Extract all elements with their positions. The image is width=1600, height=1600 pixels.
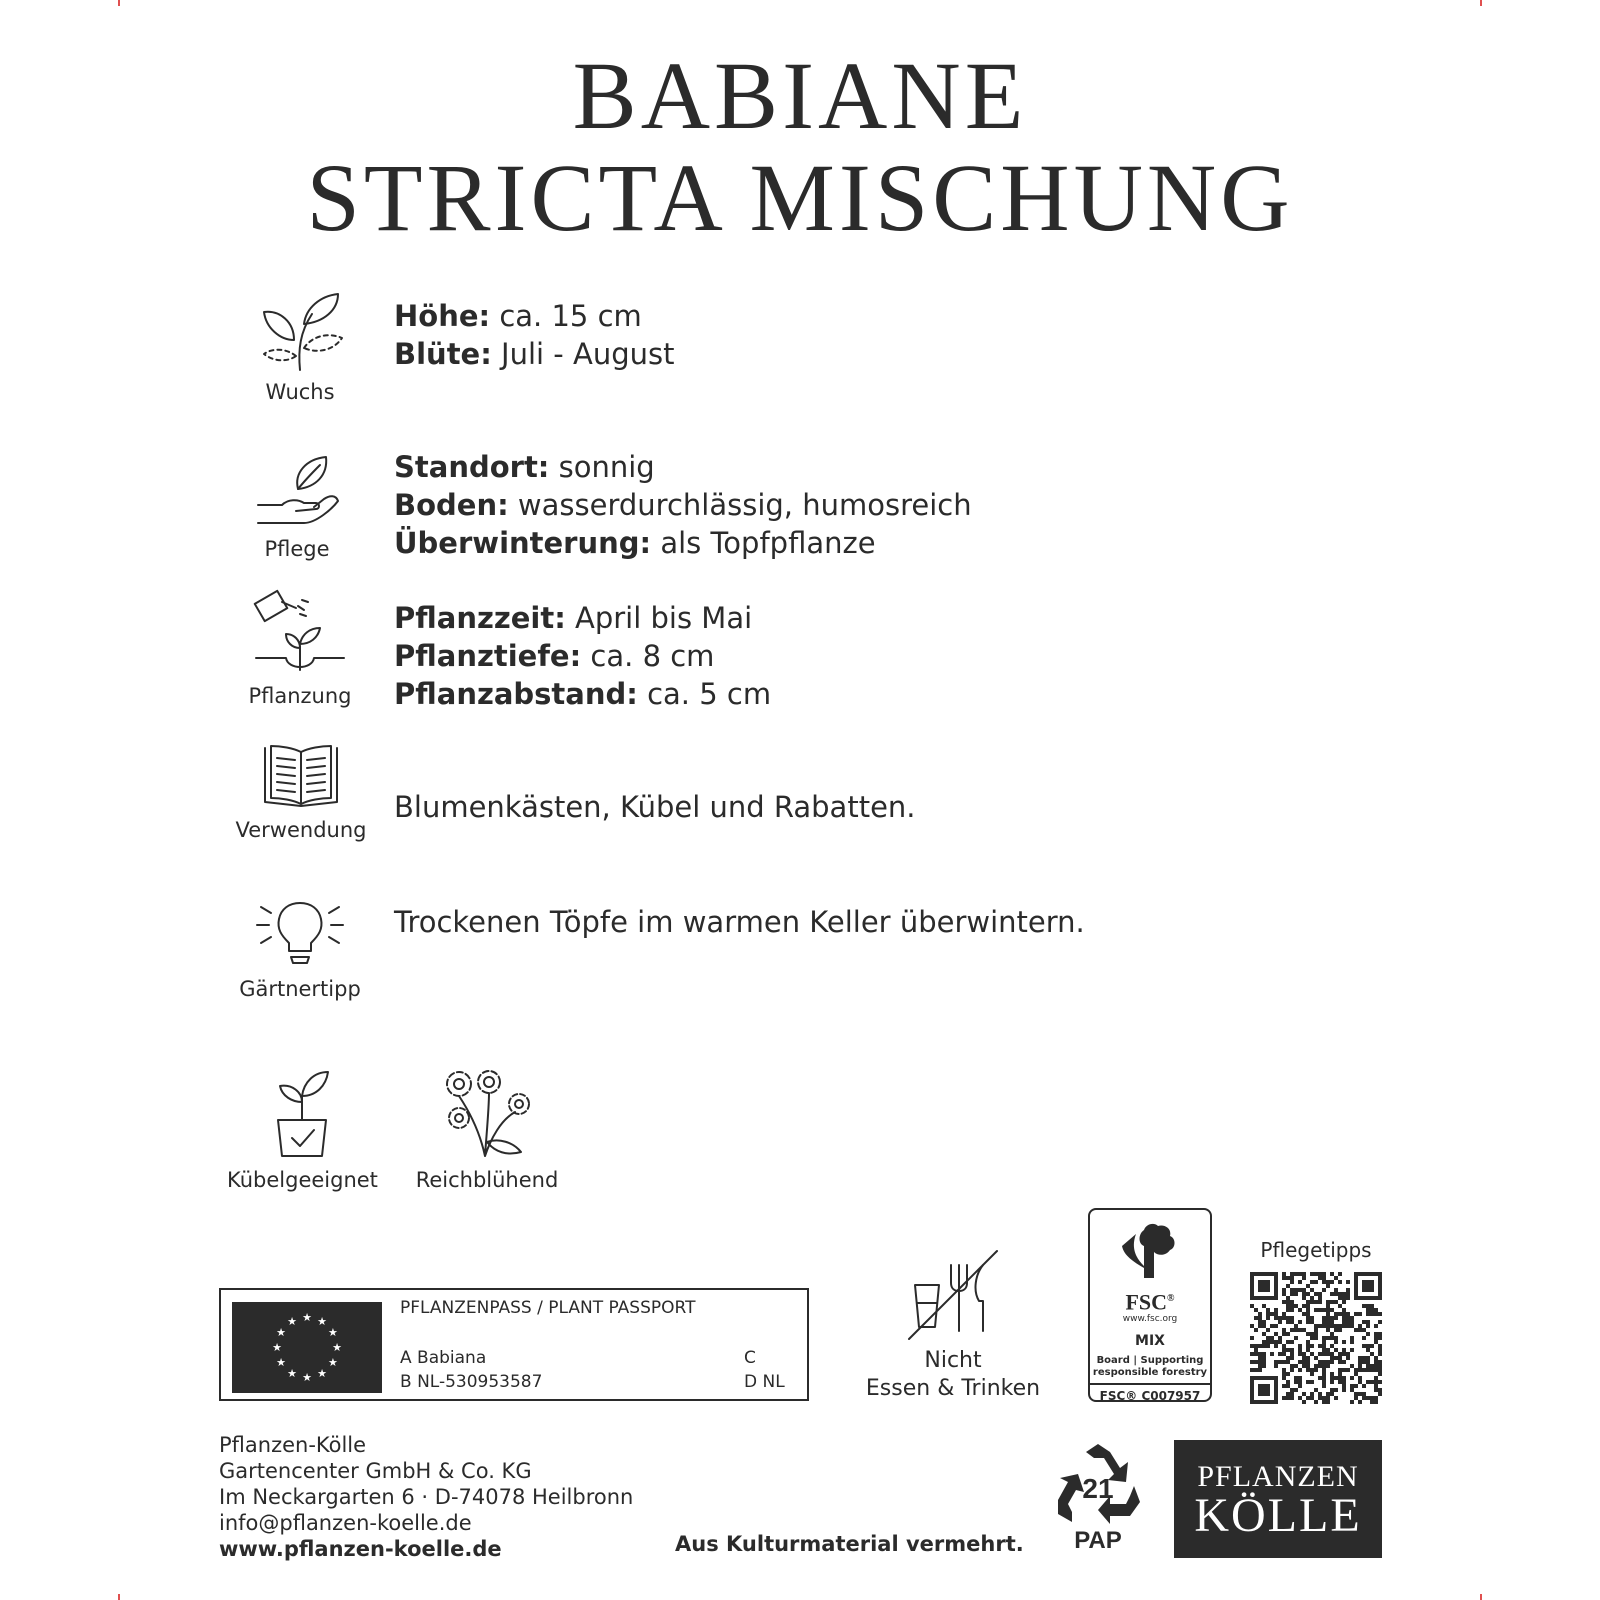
fsc-name: FSC®: [1125, 1289, 1175, 1315]
eu-star: ★: [328, 1326, 338, 1339]
qr-code-icon[interactable]: [1250, 1272, 1382, 1404]
badge-kuebel-label: Kübelgeeignet: [227, 1168, 378, 1192]
section-gaertnertipp-text: Trockenen Töpfe im warmen Keller überwintern.: [394, 905, 1085, 939]
eu-star: ★: [276, 1356, 286, 1369]
section-pflege-label: Pflege: [264, 537, 330, 561]
passport-b: B NL-530953587: [400, 1372, 543, 1392]
pflanzen-koelle-logo: [1174, 1440, 1382, 1558]
info-row: Höhe: ca. 15 cm: [394, 299, 642, 333]
potted-plant-check-icon: [272, 1068, 332, 1158]
no-eating-icon: [903, 1245, 1003, 1345]
badge-kuebel: [227, 1068, 377, 1192]
address: [219, 1432, 633, 1562]
section-pflege-info: [394, 448, 972, 562]
recycle-symbol: [1048, 1442, 1148, 1554]
section-wuchs-info: [394, 297, 674, 373]
flowers-icon: [439, 1068, 535, 1160]
section-gaertnertipp-icon: [225, 895, 375, 1001]
fsc-line-2: responsible forestry: [1092, 1367, 1208, 1379]
crop-mark: [118, 1594, 120, 1600]
badge-reich-label: Reichblühend: [415, 1168, 559, 1192]
passport-c: C: [744, 1348, 756, 1368]
title-line-1: BABIANE: [572, 42, 1028, 149]
warning-line-2: Essen & Trinken: [865, 1376, 1041, 1401]
lightbulb-icon: [255, 895, 345, 965]
eu-star: ★: [302, 1371, 312, 1384]
eu-star: ★: [276, 1326, 286, 1339]
address-line-1: Pflanzen-Kölle: [219, 1433, 367, 1457]
info-row: Überwinterung: als Topfpflanze: [394, 526, 876, 560]
hand-leaf-icon: [254, 455, 340, 529]
eu-star: ★: [272, 1341, 282, 1354]
culture-note: Aus Kulturmaterial vermehrt.: [675, 1532, 1024, 1556]
address-line-3: Im Neckargarten 6 · D-74078 Heilbronn: [219, 1485, 634, 1509]
logo-line-1: PFLANZEN: [1197, 1460, 1359, 1493]
info-row: Blüte: Juli - August: [394, 337, 675, 371]
eu-star: ★: [317, 1366, 327, 1380]
section-verwendung-text: Blumenkästen, Kübel und Rabatten.: [394, 790, 916, 824]
section-wuchs-label: Wuchs: [265, 380, 335, 404]
book-icon: [261, 744, 341, 810]
passport-heading: PFLANZENPASS / PLANT PASSPORT: [400, 1298, 696, 1318]
section-pflanzung-info: [394, 599, 771, 713]
eu-flag-icon: [232, 1302, 382, 1393]
crop-mark: [1480, 1594, 1482, 1600]
no-eating-warning: [858, 1245, 1048, 1403]
address-line-2: Gartencenter GmbH & Co. KG: [219, 1459, 532, 1483]
passport-a: A Babiana: [400, 1348, 487, 1368]
address-website[interactable]: www.pflanzen-koelle.de: [219, 1537, 502, 1561]
eu-star: ★: [317, 1315, 327, 1329]
badge-reich: [412, 1068, 562, 1192]
fsc-url: www.fsc.org: [1122, 1314, 1178, 1325]
eu-star: ★: [328, 1356, 338, 1369]
fsc-tree-icon: [1110, 1216, 1190, 1288]
recycle-number: 21: [1082, 1473, 1114, 1504]
info-row: Pflanztiefe: ca. 8 cm: [394, 639, 715, 673]
info-row: Standort: sonnig: [394, 450, 655, 484]
info-row: Pflanzabstand: ca. 5 cm: [394, 677, 772, 711]
watering-can-icon: [252, 588, 348, 676]
plant-growth-icon: [254, 290, 346, 372]
fsc-mix: MIX: [1135, 1333, 1165, 1350]
section-pflege-icon: [222, 455, 372, 561]
eu-stars-icon: [232, 1302, 382, 1393]
section-verwendung-icon: [226, 744, 376, 842]
recycle-icon: [1050, 1442, 1146, 1528]
passport-d: D NL: [744, 1372, 785, 1392]
section-pflanzung-label: Pflanzung: [248, 684, 352, 708]
recycle-code: PAP: [1074, 1527, 1122, 1554]
fsc-line-1: Board | Supporting: [1096, 1355, 1204, 1367]
address-email[interactable]: info@pflanzen-koelle.de: [219, 1511, 472, 1535]
info-row: Pflanzzeit: April bis Mai: [394, 601, 753, 635]
info-row: Boden: wasserdurchlässig, humosreich: [394, 488, 972, 522]
logo-line-2: KÖLLE: [1194, 1489, 1362, 1542]
section-verwendung-label: Verwendung: [235, 818, 367, 842]
section-gaertnertipp-label: Gärtnertipp: [239, 977, 361, 1001]
crop-mark: [118, 0, 120, 6]
warning-line-1: Nicht: [924, 1348, 982, 1373]
eu-star: ★: [287, 1366, 297, 1380]
eu-star: ★: [332, 1341, 342, 1354]
eu-star: ★: [302, 1311, 312, 1324]
title-line-2: STRICTA MISCHUNG: [306, 144, 1294, 251]
fsc-logo: [1088, 1208, 1212, 1402]
eu-star: ★: [287, 1315, 297, 1329]
section-pflanzung-icon: [225, 588, 375, 708]
qr-label: Pflegetipps: [1260, 1238, 1372, 1262]
fsc-code: FSC® C007957: [1099, 1389, 1201, 1404]
crop-mark: [1480, 0, 1482, 6]
section-wuchs-icon: [225, 290, 375, 404]
plant-passport: [219, 1288, 809, 1401]
